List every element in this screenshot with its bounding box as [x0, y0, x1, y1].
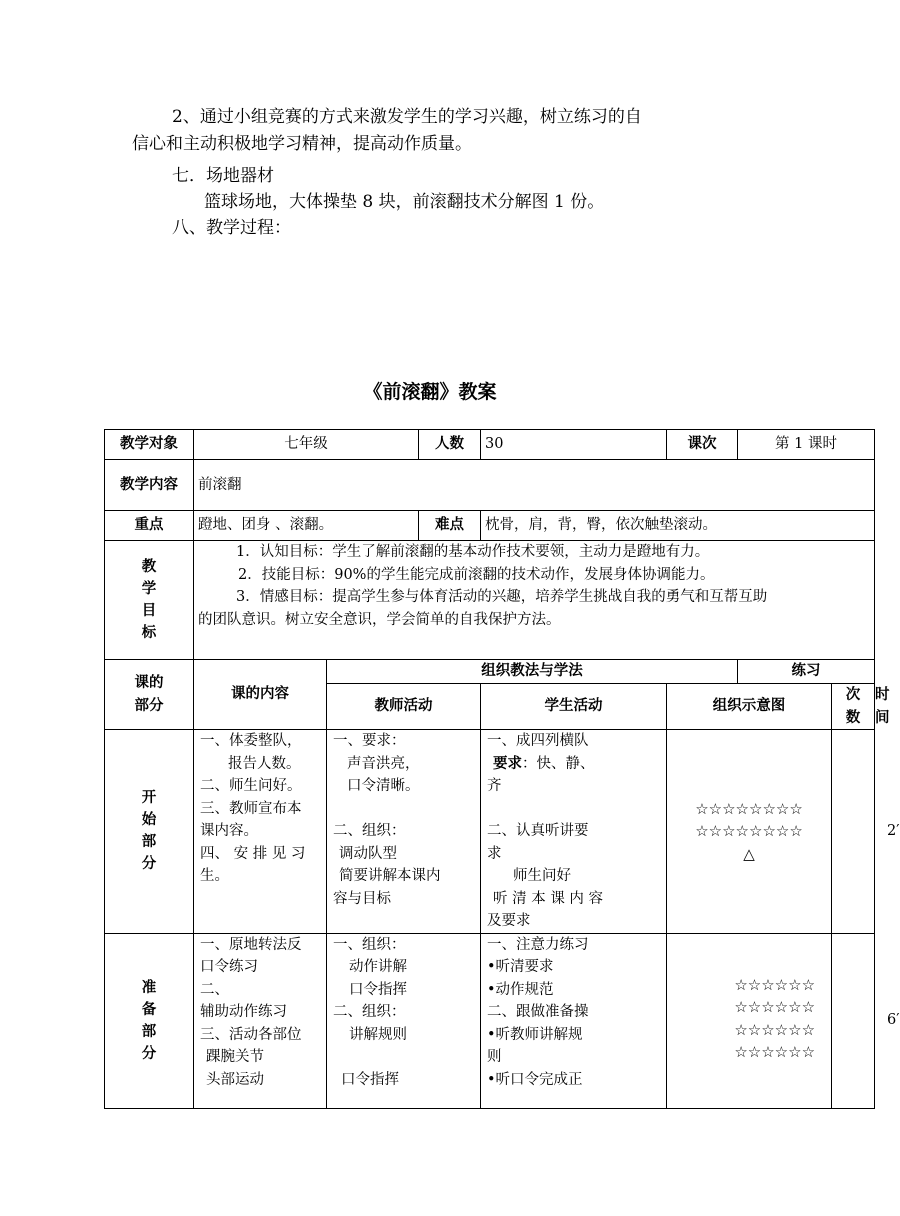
key-point-label: 重点 — [105, 511, 194, 541]
content-line: 课内容。 — [200, 823, 258, 839]
formation-row: ☆☆☆☆☆☆ — [734, 998, 816, 1016]
part-prepare — [105, 933, 194, 1108]
difficulty-value: 枕骨，肩，背，臀，依次触垫滚动。 — [481, 511, 875, 541]
lesson-plan-title: 《前滚翻》教案 — [363, 381, 497, 403]
formation-row: ☆☆☆☆☆☆ — [734, 1043, 816, 1061]
student-line — [487, 798, 662, 821]
table-row — [105, 430, 875, 460]
content-line: 踝腕关节 — [206, 1049, 264, 1065]
content-line: 报告人数。 — [228, 755, 301, 772]
content-line: 辅助动作练习 — [200, 1004, 287, 1020]
part-char: 准 — [141, 978, 157, 996]
count-label: 人数 — [419, 430, 481, 460]
prepare-student-activity — [481, 933, 667, 1108]
column-organization: 组织教法与学法 — [327, 660, 738, 684]
student-line: •听清要求 — [487, 959, 554, 975]
column-content: 课的内容 — [194, 660, 327, 730]
teacher-line: 口令指挥 — [349, 981, 407, 998]
part-start — [105, 730, 194, 934]
column-times-line: 次 — [845, 686, 861, 703]
student-line: 二、跟做准备操 — [487, 1004, 589, 1020]
student-requirement-label: 要求 — [493, 754, 522, 772]
column-diagram: 组织示意图 — [667, 684, 832, 730]
teacher-line: 简要讲解本课内 — [339, 868, 441, 884]
part-char: 部 — [141, 1022, 157, 1040]
content-line: 生。 — [200, 868, 229, 884]
student-line: 一、成四列横队 — [487, 733, 589, 749]
formation-row: ☆☆☆☆☆☆☆☆ — [695, 822, 803, 840]
student-requirement-text: ：快、静、 — [522, 755, 595, 772]
part-char: 分 — [141, 1044, 157, 1062]
part-char: 备 — [141, 1000, 157, 1018]
teacher-line: 动作讲解 — [349, 959, 407, 975]
content-line: 头部运动 — [206, 1071, 264, 1088]
student-line: 则 — [487, 1049, 502, 1065]
teacher-line: 二、组织： — [333, 1004, 406, 1020]
table-row — [105, 511, 875, 541]
table-row: 开 始 部 分 一、体委整队， 报告人数。 二、师生问好。 三、教师宣布本 课内容。 四、 安 排 见 习 生。 一、要求： 声音洪亮， 口令清晰。 二、组织： 调动队型 简要讲解本课内 容与目标 一、成四列横队 要求：快、静、 齐 二、认真听讲要 求 师生问好 听 清 本 课 内 容 及要求 ☆☆☆☆☆☆☆☆ ☆☆☆☆☆☆☆☆ △ 2′ — [105, 730, 875, 934]
content-value: 前滚翻 — [194, 460, 875, 511]
section-7-heading: 七．场地器材 — [172, 166, 274, 186]
teacher-line: 口令清晰。 — [347, 778, 420, 794]
section-7-body: 篮球场地，大体操垫 8 块，前滚翻技术分解图 1 份。 — [204, 192, 605, 212]
part-char: 部 — [141, 833, 157, 851]
student-line: 二、认真听讲要 — [487, 823, 589, 839]
student-line: 听 清 本 课 内 容 — [493, 890, 604, 907]
prepare-formation-diagram — [667, 933, 832, 1108]
student-line: 师生问好 — [513, 868, 571, 884]
start-content — [194, 730, 327, 934]
table-row — [105, 541, 875, 660]
content-line: 一、原地转法反 — [200, 936, 302, 953]
column-part-line: 课的 — [134, 674, 164, 691]
target-label: 教学对象 — [105, 430, 194, 460]
column-times-line: 数 — [845, 708, 861, 726]
goal-affective-line-2: 的团队意识。树立安全意识，学会简单的自我保护方法。 — [198, 611, 561, 628]
column-practice: 练习 — [738, 660, 875, 684]
student-line: 及要求 — [487, 913, 531, 929]
teacher-line: 二、组织： — [333, 823, 406, 839]
table-row — [105, 460, 875, 511]
goals-label-char: 教 — [141, 558, 157, 575]
content-line: 三、活动各部位 — [200, 1026, 302, 1043]
column-part-line: 部分 — [134, 696, 164, 714]
goals-label-char: 标 — [141, 624, 157, 641]
formation-row: ☆☆☆☆☆☆ — [734, 1020, 816, 1039]
student-line: •听口令完成正 — [487, 1071, 583, 1088]
teacher-line: 一、要求： — [333, 733, 406, 749]
start-student-activity — [481, 730, 667, 934]
content-line: 二、师生问好。 — [200, 778, 302, 794]
content-line: 一、体委整队， — [200, 733, 302, 749]
goals-label — [105, 541, 194, 660]
intro-paragraph-2-line-1: 2、通过小组竞赛的方式来激发学生的学习兴趣，树立练习的自 — [172, 107, 642, 127]
teacher-line: 口令指挥 — [341, 1071, 399, 1088]
goals-label-char: 目 — [141, 602, 157, 619]
count-value: 30 — [481, 430, 667, 460]
table-row: 教师活动 学生活动 组织示意图 次 数 时间 — [105, 684, 875, 730]
start-formation-diagram — [667, 730, 832, 934]
prepare-times — [832, 933, 875, 1108]
teacher-line: 声音洪亮， — [347, 755, 420, 772]
student-line: •动作规范 — [487, 981, 554, 998]
content-line: 四、 安 排 见 习 — [200, 845, 306, 862]
student-line: 求 — [487, 845, 502, 862]
content-line: 二、 — [200, 981, 229, 998]
difficulty-label: 难点 — [419, 511, 481, 541]
lesson-plan-table — [104, 429, 900, 1109]
lesson-value: 第 1 课时 — [738, 430, 875, 460]
teacher-line: 讲解规则 — [349, 1026, 407, 1043]
teacher-line: 容与目标 — [333, 890, 391, 907]
content-label: 教学内容 — [105, 460, 194, 511]
column-teacher: 教师活动 — [327, 684, 481, 730]
part-char: 始 — [141, 811, 157, 829]
formation-row: ☆☆☆☆☆☆☆☆ — [695, 799, 803, 818]
part-char: 开 — [141, 789, 157, 807]
teacher-line: 调动队型 — [339, 845, 397, 862]
student-line: 齐 — [487, 778, 502, 794]
column-student: 学生活动 — [481, 684, 667, 730]
target-value: 七年级 — [194, 430, 419, 460]
table-row: 准 备 部 分 一、原地转法反 口令练习 二、 辅助动作练习 三、活动各部位 踝腕关节 头部运动 一、组织： 动作讲解 口令指挥 二、组织： 讲解规则 口令指挥 一、注意力练习 •听清要求 •动作规范 二、跟做准备操 •听教师讲解规 则 •听口令完成正 ☆☆☆☆☆☆ ☆☆☆☆☆☆ ☆☆☆☆☆☆ ☆☆☆☆☆☆ 6′ — [105, 933, 875, 1108]
section-8-heading: 八、教学过程： — [172, 218, 291, 238]
prepare-teacher-activity — [327, 933, 481, 1108]
student-requirement — [487, 753, 662, 776]
content-line: 口令练习 — [200, 959, 258, 975]
teacher-line — [333, 1046, 476, 1069]
lesson-label: 课次 — [667, 430, 738, 460]
prepare-content — [194, 933, 327, 1108]
student-line: 一、注意力练习 — [487, 936, 589, 953]
teacher-line — [333, 798, 476, 821]
formation-row: ☆☆☆☆☆☆ — [734, 975, 816, 994]
goal-cognitive: 1．认知目标：学生了解前滚翻的基本动作技术要领，主动力是蹬地有力。 — [236, 544, 710, 560]
goals-label-char: 学 — [141, 580, 157, 597]
intro-paragraph-2-line-2: 信心和主动积极地学习精神，提高动作质量。 — [132, 134, 472, 154]
column-times — [832, 684, 875, 730]
start-times — [832, 730, 875, 934]
start-teacher-activity — [327, 730, 481, 934]
content-line: 三、教师宣布本 — [200, 800, 302, 817]
student-line: •听教师讲解规 — [487, 1026, 583, 1043]
part-char: 分 — [141, 855, 157, 873]
table-row — [105, 660, 875, 684]
teacher-line: 一、组织： — [333, 936, 406, 953]
goals-text — [194, 541, 875, 660]
column-part — [105, 660, 194, 730]
key-point-value: 蹬地、团身 、滚翻。 — [194, 511, 419, 541]
goal-skill: 2．技能目标：90%的学生能完成前滚翻的技术动作，发展身体协调能力。 — [238, 566, 715, 583]
teacher-position-icon: △ — [743, 844, 755, 863]
goal-affective-line-1: 3．情感目标：提高学生参与体育活动的兴趣，培养学生挑战自我的勇气和互帮互助 — [236, 589, 768, 605]
